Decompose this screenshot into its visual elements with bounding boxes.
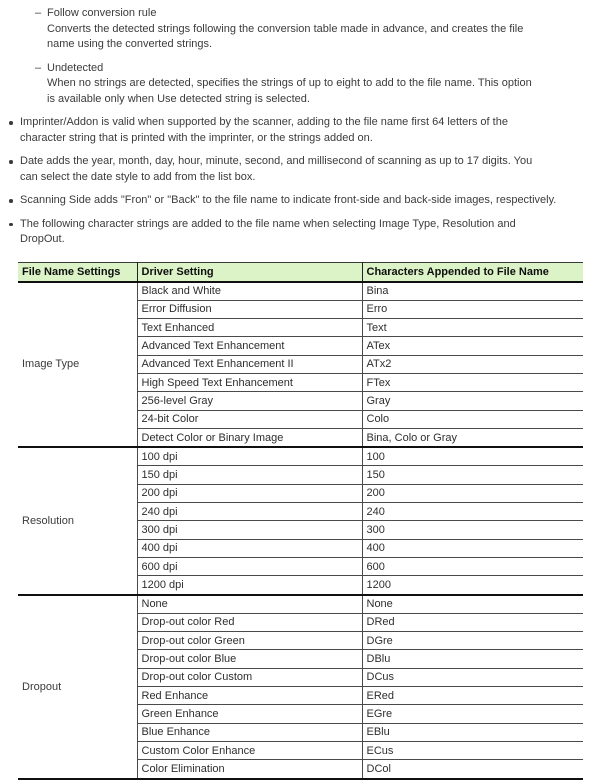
appended-characters-cell: FTex (362, 373, 583, 391)
appended-characters-cell: 100 (362, 447, 583, 466)
appended-characters-cell: 1200 (362, 576, 583, 595)
driver-setting-cell: Drop-out color Blue (137, 650, 362, 668)
bullet-item (0, 193, 600, 209)
driver-setting-cell: 200 dpi (137, 484, 362, 502)
bullet-item-text (13, 193, 557, 209)
driver-setting-cell: Drop-out color Red (137, 613, 362, 631)
driver-setting-cell: Custom Color Enhance (137, 741, 362, 759)
text-line: Scanning Side adds "Fron" or "Back" to the file name to indicate front-side and back-side images, respectively. (20, 194, 557, 206)
driver-setting-cell: 256-level Gray (137, 392, 362, 410)
bullet-item-text (13, 217, 516, 248)
appended-characters-cell: 200 (362, 484, 583, 502)
appended-characters-cell: Colo (362, 410, 583, 428)
appended-characters-cell: ATex (362, 337, 583, 355)
appended-characters-cell: Text (362, 319, 583, 337)
col-header-characters-appended: Characters Appended to File Name (362, 262, 583, 282)
appended-characters-cell: ATx2 (362, 355, 583, 373)
text-line: is available only when Use detected string is selected. (47, 92, 310, 105)
appended-characters-cell: Bina (362, 282, 583, 301)
appended-characters-cell: 400 (362, 539, 583, 557)
appended-characters-cell: DCus (362, 668, 583, 686)
dash-item-list (0, 6, 600, 107)
appended-characters-cell: Gray (362, 392, 583, 410)
driver-setting-cell: Blue Enhance (137, 723, 362, 741)
table-row (18, 447, 583, 466)
driver-setting-cell: Text Enhanced (137, 319, 362, 337)
appended-characters-cell: 600 (362, 557, 583, 575)
bullet-item (0, 217, 600, 248)
driver-setting-cell: 400 dpi (137, 539, 362, 557)
appended-characters-cell: DBlu (362, 650, 583, 668)
appended-characters-cell: Bina, Colo or Gray (362, 428, 583, 447)
driver-setting-cell: Error Diffusion (137, 300, 362, 318)
dash-item-text (47, 61, 532, 108)
driver-setting-cell: 100 dpi (137, 447, 362, 466)
file-name-setting-cell: Image Type (18, 282, 137, 448)
driver-setting-cell: 600 dpi (137, 557, 362, 575)
dash-item-title: Follow conversion rule (47, 7, 157, 19)
driver-setting-cell: 1200 dpi (137, 576, 362, 595)
driver-setting-cell: 300 dpi (137, 521, 362, 539)
appended-characters-cell: ERed (362, 687, 583, 705)
appended-characters-cell: DRed (362, 613, 583, 631)
driver-setting-cell: Red Enhance (137, 687, 362, 705)
dash-marker: – (35, 7, 42, 19)
text-line: Imprinter/Addon is valid when supported by the scanner, adding to the file name first 64 letters of the (20, 116, 508, 128)
col-header-driver-setting: Driver Setting (137, 262, 362, 282)
appended-characters-cell: ECus (362, 741, 583, 759)
appended-characters-cell: EGre (362, 705, 583, 723)
bullet-item-text (13, 115, 508, 146)
appended-characters-cell: Erro (362, 300, 583, 318)
text-line: character string that is printed with the imprinter, or the strings added on. (20, 131, 373, 144)
driver-setting-cell: Drop-out color Green (137, 632, 362, 650)
file-name-setting-cell: Dropout (18, 595, 137, 779)
driver-setting-cell: None (137, 595, 362, 614)
appended-characters-cell: DGre (362, 632, 583, 650)
text-line: Date adds the year, month, day, hour, minute, second, and millisecond of scanning as up to 17 digits. You (20, 155, 533, 167)
appended-characters-cell: DCol (362, 760, 583, 779)
dash-item (0, 6, 600, 53)
bullet-item-list (0, 115, 600, 248)
appended-characters-cell: None (362, 595, 583, 614)
table-header-row (18, 262, 583, 282)
appended-characters-cell: 240 (362, 503, 583, 521)
appended-characters-cell: 150 (362, 466, 583, 484)
bullet-item-text (13, 154, 533, 185)
text-line: The following character strings are added to the file name when selecting Image Type, Resolution and (20, 217, 516, 230)
driver-setting-cell: Green Enhance (137, 705, 362, 723)
appended-characters-cell: EBlu (362, 723, 583, 741)
col-header-file-name-settings: File Name Settings (18, 262, 137, 282)
dash-marker: – (35, 61, 42, 74)
appended-characters-cell: 300 (362, 521, 583, 539)
dash-item (0, 61, 600, 108)
table-row (18, 282, 583, 301)
driver-setting-cell: Advanced Text Enhancement (137, 337, 362, 355)
notes-section (0, 6, 600, 248)
driver-setting-cell: 24-bit Color (137, 410, 362, 428)
file-name-settings-table (18, 262, 583, 780)
bullet-item (0, 115, 600, 146)
bullet-item (0, 154, 600, 185)
driver-setting-cell: Color Elimination (137, 760, 362, 779)
text-line: Converts the detected strings following the conversion table made in advance, and creates the file (47, 22, 524, 35)
driver-setting-cell: 240 dpi (137, 503, 362, 521)
dash-item-text (47, 6, 523, 53)
driver-setting-cell: Black and White (137, 282, 362, 301)
dash-item-title: Undetected (47, 61, 104, 74)
driver-setting-cell: Detect Color or Binary Image (137, 428, 362, 447)
table-row (18, 595, 583, 614)
text-line: can select the date style to add from the list box. (20, 170, 256, 183)
driver-setting-cell: High Speed Text Enhancement (137, 373, 362, 391)
text-line: name using the converted strings. (47, 38, 213, 50)
driver-setting-cell: Advanced Text Enhancement II (137, 355, 362, 373)
driver-setting-cell: Drop-out color Custom (137, 668, 362, 686)
text-line: When no strings are detected, specifies the strings of up to eight to add to the file name. This option (47, 77, 532, 89)
file-name-setting-cell: Resolution (18, 447, 137, 594)
text-line: DropOut. (20, 233, 65, 245)
driver-setting-cell: 150 dpi (137, 466, 362, 484)
table-body (18, 282, 583, 779)
